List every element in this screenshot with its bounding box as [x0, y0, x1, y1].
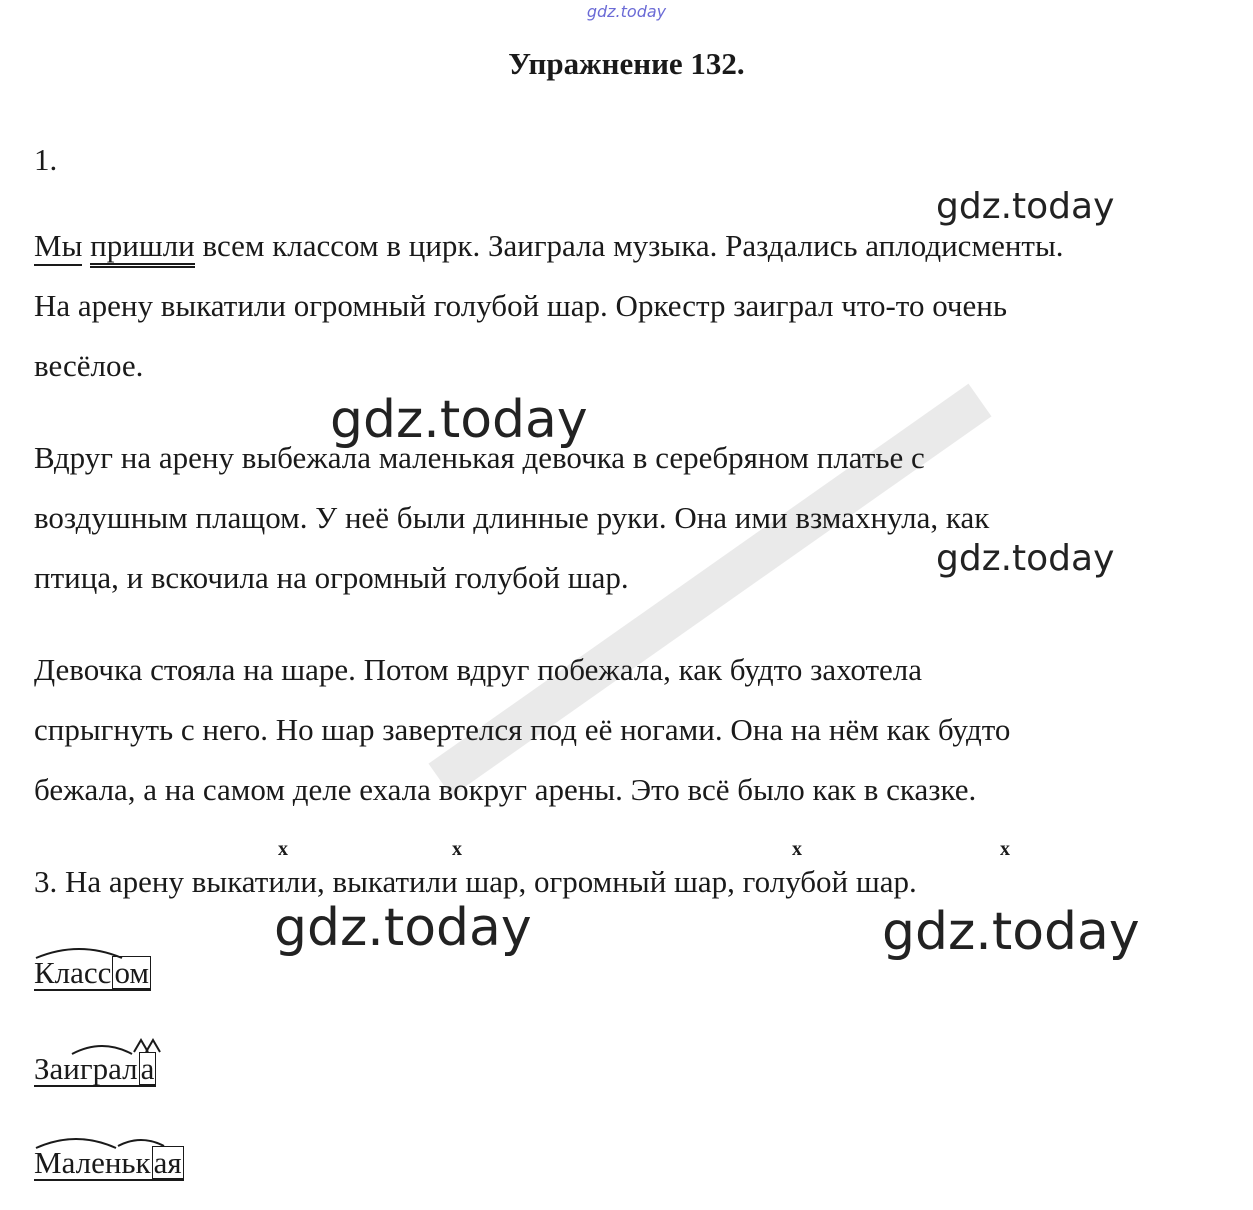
word-ending: а [140, 1051, 155, 1086]
phrase-mark: х [1000, 838, 1010, 860]
word-stem: Заиграл [34, 1051, 138, 1086]
word-stem: Класс [34, 955, 112, 990]
morpheme-word-2 [34, 1052, 156, 1087]
paragraph2-line2: воздушным плащом. У неё были длинные руки. Она ими взмахнула, как [34, 500, 990, 535]
word-ending: ая [153, 1145, 182, 1180]
predicate-underlined: пришли [90, 228, 195, 268]
root-arc-mark [34, 942, 164, 962]
paragraph1-line3: весёлое. [34, 348, 144, 383]
task1-number: 1. [34, 142, 58, 177]
paragraph1-line1 [34, 230, 1064, 261]
phrase-mark: х [452, 838, 462, 860]
word-ending: ом [114, 955, 149, 990]
paragraph1-line1-rest: всем классом в цирк. Заиграла музыка. Раздались аплодисменты. [202, 228, 1064, 263]
watermark: gdz.today [274, 898, 532, 958]
morpheme-word-1 [34, 956, 151, 991]
word-stem: Маленьк [34, 1145, 151, 1180]
watermark: gdz.today [882, 902, 1140, 962]
morpheme-marks [34, 1130, 204, 1152]
suffix-mark [118, 1140, 164, 1146]
page-title: Упражнение 132. [508, 46, 745, 81]
paragraph2-line3: птица, и вскочила на огромный голубой шар. [34, 560, 629, 595]
paragraph3-line3: бежала, а на самом деле ехала вокруг арены. Это всё было как в сказке. [34, 772, 977, 807]
phrase-mark: х [278, 838, 288, 860]
watermark: gdz.today [330, 390, 588, 450]
paragraph2-line1: Вдруг на арену выбежала маленькая девочка в серебряном платье с [34, 440, 925, 475]
phrase-mark: х [792, 838, 802, 860]
morpheme-marks [34, 1036, 174, 1058]
task3-text: 3. На арену выкатили, выкатили шар, огромный шар, голубой шар. [34, 864, 917, 899]
paragraph3-line1: Девочка стояла на шаре. Потом вдруг побежала, как будто захотела [34, 652, 923, 687]
watermark: gdz.today [936, 538, 1115, 579]
subject-underlined: Мы [34, 228, 82, 266]
paragraph3-line2: спрыгнуть с него. Но шар завертелся под её ногами. Она на нём как будто [34, 712, 1011, 747]
paragraph1-line2: На арену выкатили огромный голубой шар. Оркестр заиграл что-то очень [34, 288, 1007, 323]
top-watermark: gdz.today [586, 2, 667, 21]
root-arc-mark [36, 1139, 116, 1148]
morpheme-word-3 [34, 1146, 184, 1181]
root-arc-mark [72, 1046, 132, 1054]
suffix-mark [146, 1040, 160, 1052]
watermark: gdz.today [936, 186, 1115, 227]
